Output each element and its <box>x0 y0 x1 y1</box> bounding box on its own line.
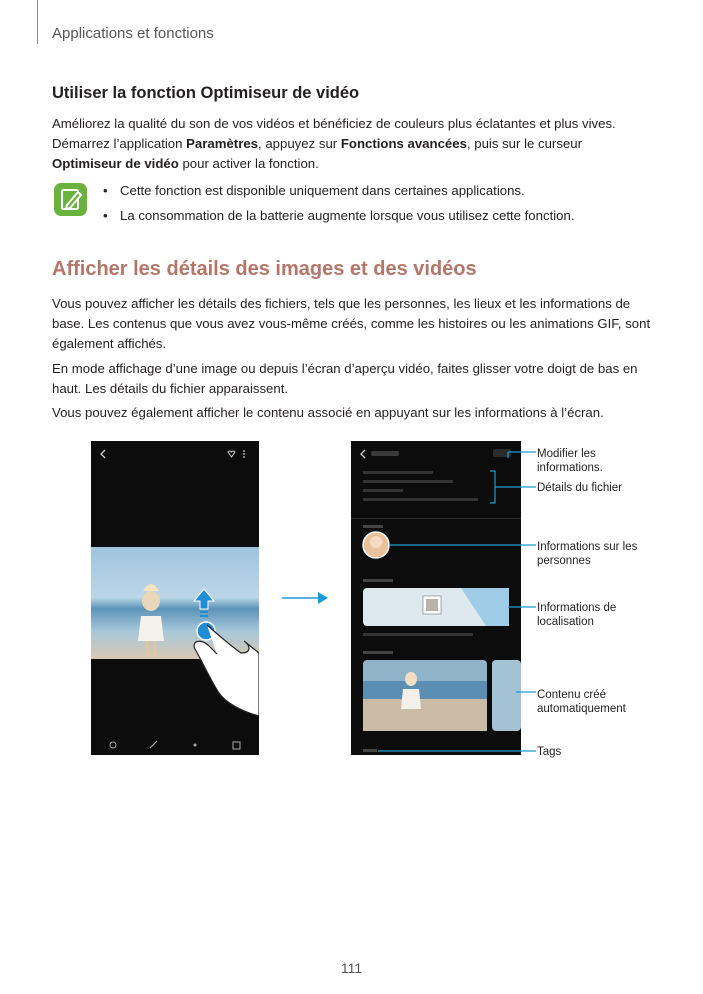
callout-auto-content: Contenu créé automatiquement <box>537 689 626 715</box>
more-icon <box>243 450 245 452</box>
callout-file-details: Détails du fichier <box>537 482 623 494</box>
details-paragraph-1: Vous pouvez afficher les détails des fichiers, tels que les personnes, les lieux et les informations de base. Les contenus que vous avez vous-même créés, comme les histoires ou les animations GIF, sont également affichés. <box>52 296 651 351</box>
details-paragraph-2: En mode affichage d’une image ou depuis l’écran d’aperçu vidéo, faites glisser votre doigt de bas en haut. Les détails du fichier apparaissent. <box>52 361 638 396</box>
back-icon <box>101 450 105 458</box>
callout-people-info: Informations sur les personnes <box>537 541 638 567</box>
callout-tags: Tags <box>537 746 562 758</box>
back-icon <box>361 450 365 458</box>
callout-edit-info: Modifier les informations. <box>537 448 603 474</box>
phone-image-viewer <box>91 441 259 755</box>
transition-arrow-icon <box>280 590 330 606</box>
note-pencil-icon <box>54 183 87 216</box>
edit-icon <box>150 741 157 748</box>
share-icon <box>194 744 197 747</box>
info-icon <box>110 742 116 748</box>
delete-icon <box>233 742 240 749</box>
beach-photo <box>91 547 259 659</box>
callout-lines <box>370 445 540 765</box>
callout-location-info: Informations de localisation <box>537 602 617 628</box>
video-optimizer-heading: Utiliser la fonction Optimiseur de vidéo <box>52 84 360 102</box>
heart-icon <box>228 451 235 457</box>
details-paragraph-3: Vous pouvez également afficher le contenu associé en appuyant sur les informations à l’écran. <box>52 405 604 420</box>
video-optimizer-intro: Améliorez la qualité du son de vos vidéos et bénéficiez de couleurs plus éclatantes et plus vives. Démarrez l’application Paramètres, appuyez sur Fonctions avancées, puis sur le curseur Optimiseur de vidéo pour activer la fonction. <box>52 116 616 171</box>
running-header: Applications et fonctions <box>52 25 214 42</box>
details-heading: Afficher les détails des images et des vidéos <box>52 258 477 280</box>
page-number: 111 <box>340 960 363 976</box>
header-rule <box>37 0 38 44</box>
